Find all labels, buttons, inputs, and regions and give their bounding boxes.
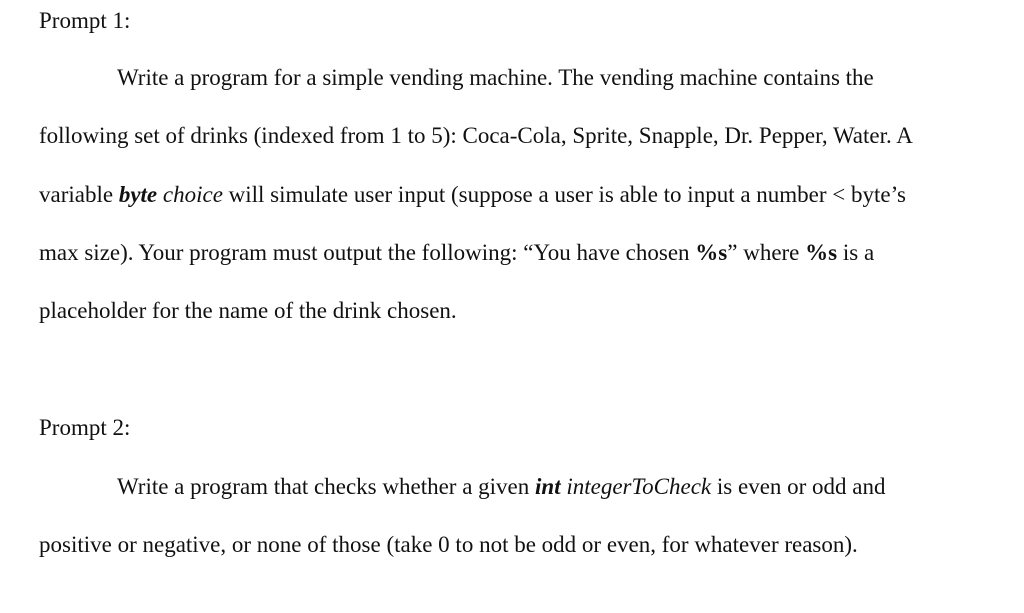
prompt-1-line-2: following set of drinks (indexed from 1 to 5): Coca-Cola, Sprite, Snapple, Dr. Pepper, Water. A xyxy=(39,123,913,148)
prompt-1-line-3-text-a: variable xyxy=(39,182,119,207)
prompt-2-line-1-text-b: is even or odd and xyxy=(711,474,886,499)
prompt-1-line-4-text-c: is a xyxy=(837,240,875,265)
prompt-1-line-4 xyxy=(39,238,874,268)
prompt-1-line-4-text-b: ” where xyxy=(727,240,806,265)
format-specifier-1: %s xyxy=(695,240,728,265)
integer-to-check-variable-name: integerToCheck xyxy=(566,474,712,499)
prompt-1-line-1: Write a program for a simple vending machine. The vending machine contains the xyxy=(117,65,874,90)
choice-variable-name: choice xyxy=(162,182,223,207)
int-type-keyword: int xyxy=(535,474,561,499)
prompt-1-line-3 xyxy=(39,180,906,210)
prompt-1-line-4-text-a: max size). Your program must output the following: “You have chosen xyxy=(39,240,696,265)
prompt-2-line-1 xyxy=(117,472,886,502)
byte-type-keyword: byte xyxy=(118,182,158,207)
prompt-1-line-5: placeholder for the name of the drink chosen. xyxy=(39,298,457,323)
format-specifier-2: %s xyxy=(805,240,838,265)
prompt-1-line-3-text-b: will simulate user input (suppose a user is able to input a number < byte’s xyxy=(222,182,906,207)
prompt-1-heading: Prompt 1: xyxy=(39,8,131,33)
prompt-2-line-2: positive or negative, or none of those (take 0 to not be odd or even, for whatever reason). xyxy=(39,532,858,557)
prompt-2-heading: Prompt 2: xyxy=(39,415,131,440)
prompt-2-line-1-text-a: Write a program that checks whether a given xyxy=(117,474,536,499)
